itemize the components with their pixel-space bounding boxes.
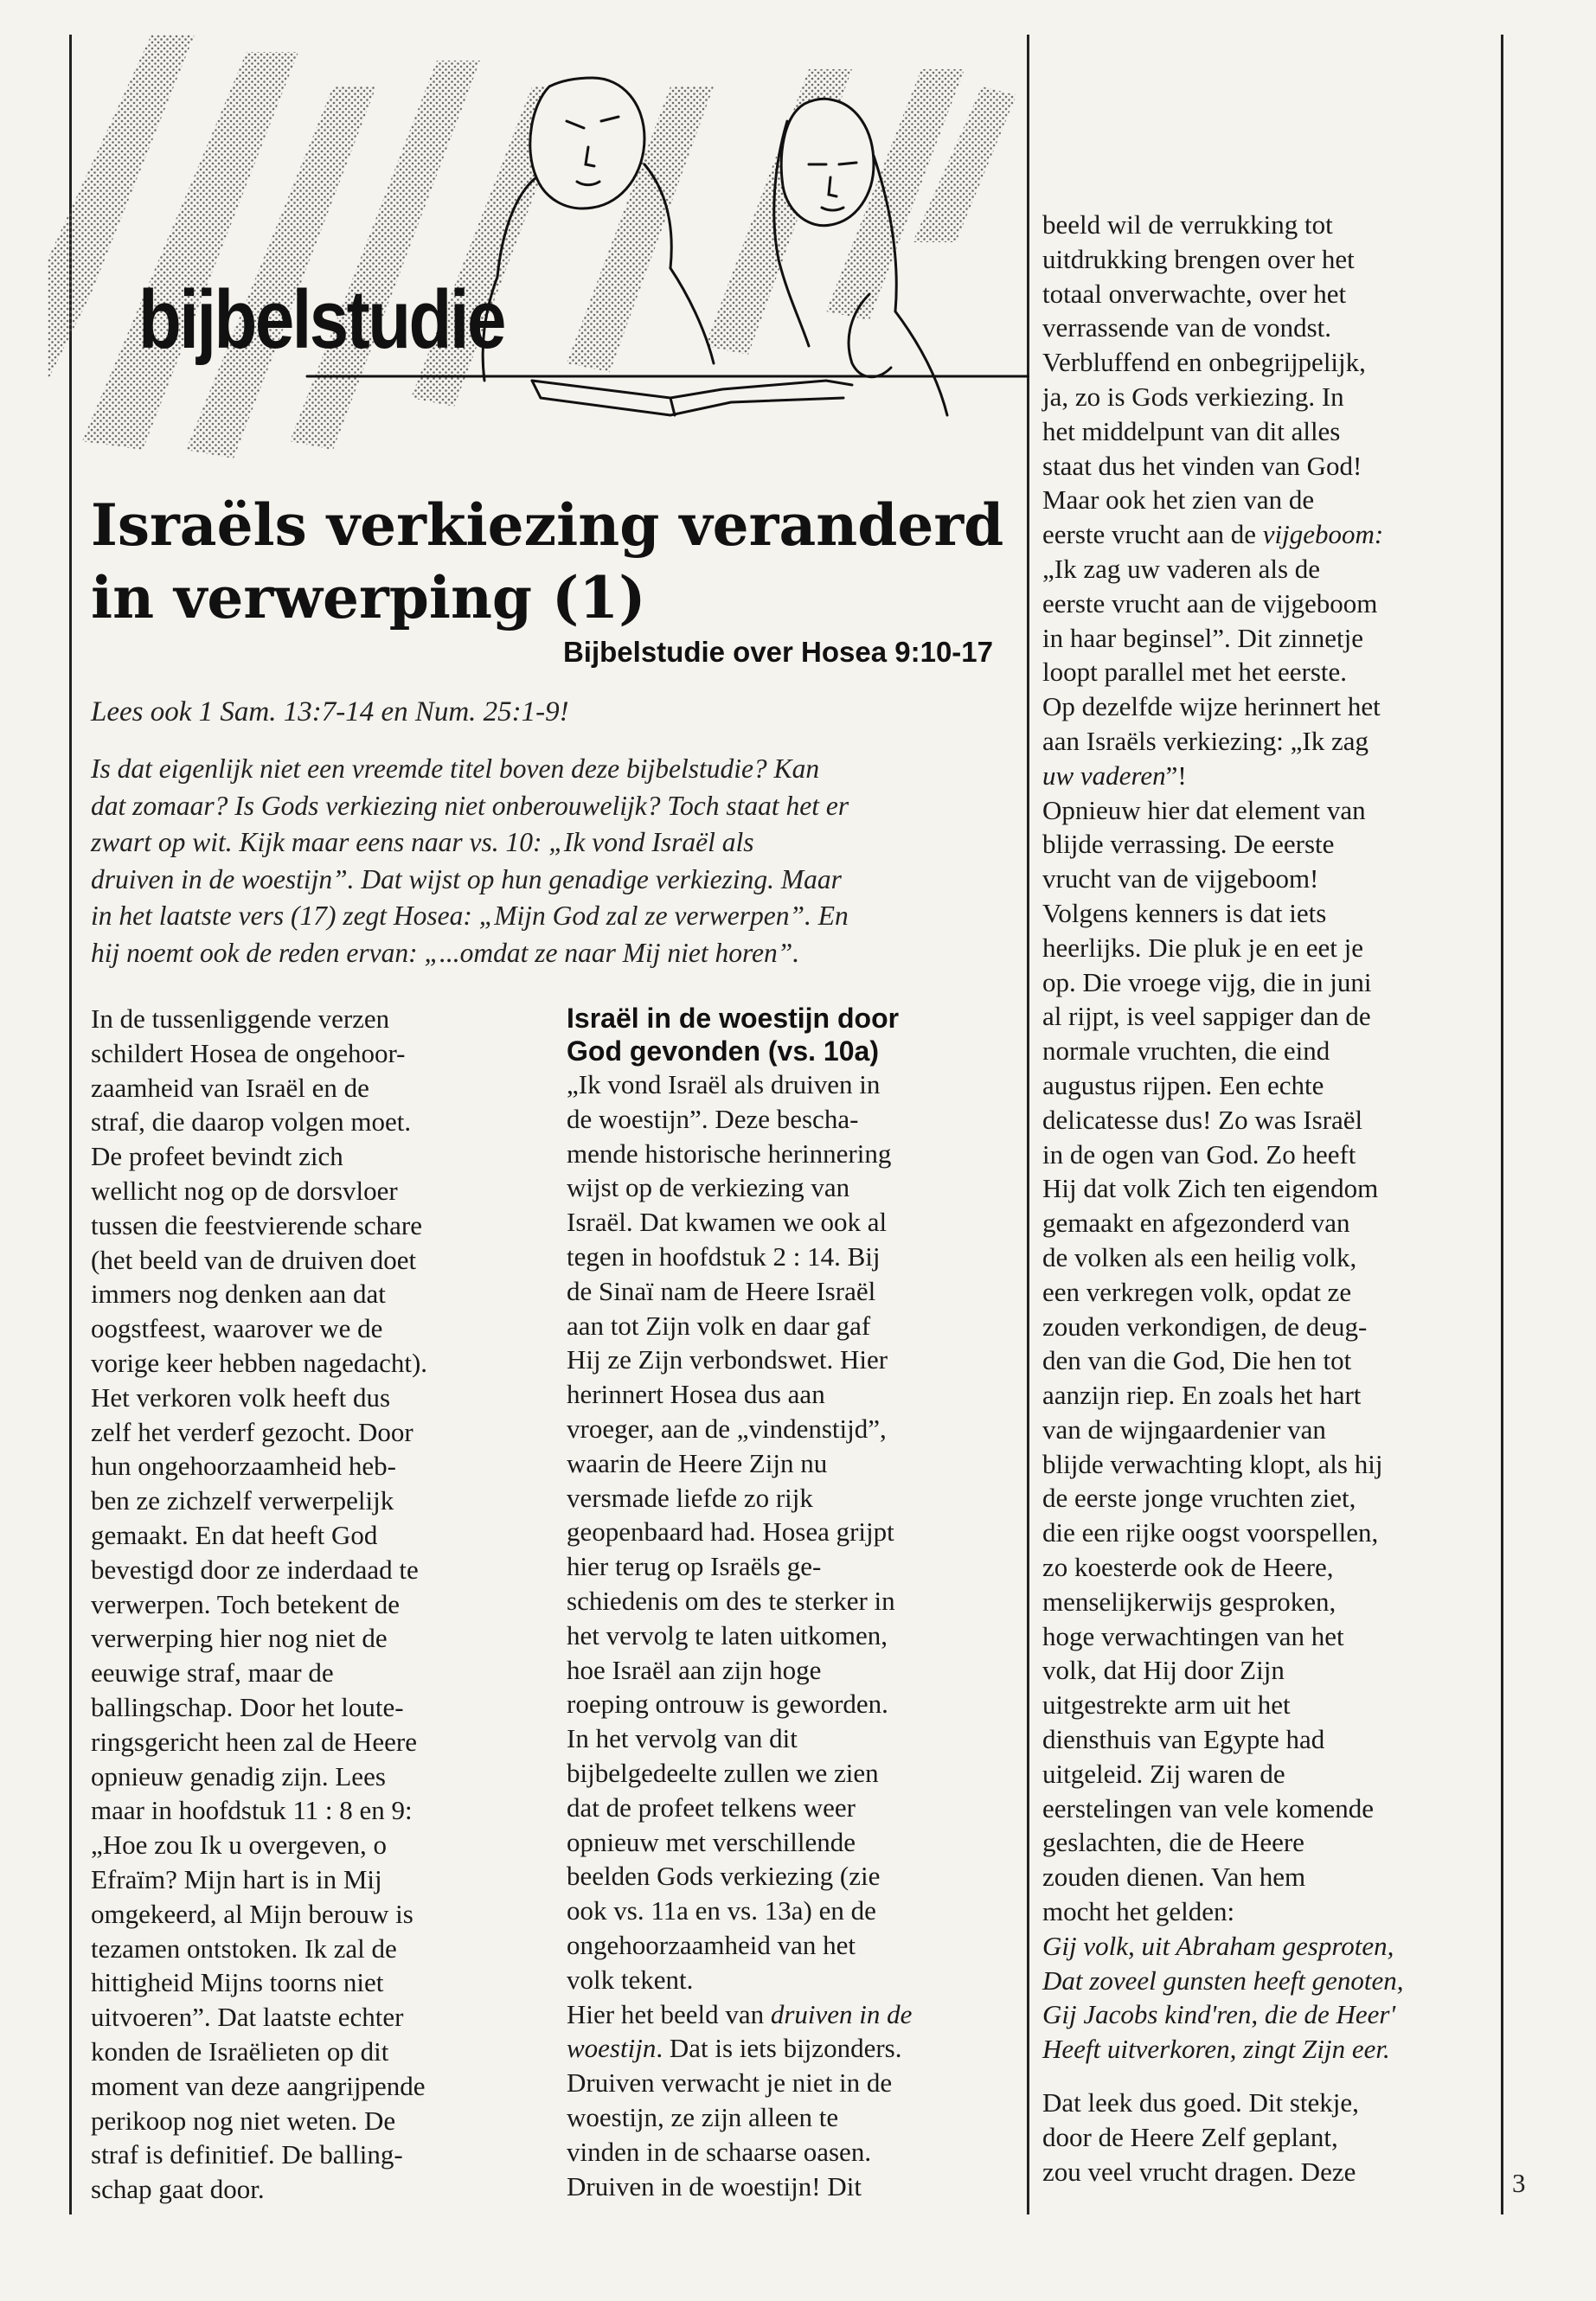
text-line: normale vruchten, die eind — [1042, 1035, 1330, 1067]
text-line: woestijn, ze zijn alleen te — [567, 2101, 839, 2132]
text-line: straf, die daarop volgen moet. — [91, 1106, 412, 1138]
text-line: ballingschap. Door het loute- — [91, 1691, 404, 1722]
text-line: waarin de Heere Zijn nu — [567, 1447, 828, 1478]
text-line: Op dezelfde wijze herinnert het — [1042, 691, 1381, 722]
text-line: „Ik zag uw vaderen als de — [1042, 553, 1321, 584]
text-line: op. Die vroege vijg, die in juni — [1042, 966, 1372, 997]
text-line: zouden dienen. Van hem — [1042, 1862, 1306, 1893]
text-line: schap gaat door. — [91, 2174, 265, 2205]
text-line: Hij dat volk Zich ten eigendom — [1042, 1173, 1379, 1204]
section-heading: Israël in de woestijn door — [567, 1003, 900, 1034]
text-line: zaamheid van Israël en de — [91, 1072, 369, 1103]
article-intro — [91, 751, 1008, 971]
article-title — [91, 489, 1008, 634]
text-line: schiedenis om des te sterker in — [567, 1585, 895, 1616]
body-column-1 — [91, 1002, 523, 2207]
text-line: Maar ook het zien van de — [1042, 484, 1315, 516]
text-line: „Ik vond Israël als druiven in — [567, 1069, 881, 1099]
text-line: herinnert Hosea dus aan — [567, 1379, 825, 1410]
text-line: van de wijngaardenier van — [1042, 1413, 1326, 1445]
text-line: Israël. Dat kwamen we ook al — [567, 1207, 888, 1238]
text-line: blijde verwachting klopt, als hij — [1042, 1448, 1383, 1479]
text-line: de woestijn”. Deze bescha- — [567, 1103, 859, 1134]
text-line: tezamen ontstoken. Ik zal de — [91, 1932, 397, 1964]
text-line: aan Israëls verkiezing: „Ik zag — [1042, 725, 1368, 756]
halftone-stripes — [48, 35, 1016, 458]
text-line-mixed — [1042, 759, 1492, 793]
text-line: zelf het verderf gezocht. Door — [91, 1416, 413, 1447]
text-line: beelden Gods verkiezing (zie — [567, 1861, 881, 1892]
text-line: hoge verwachtingen van het — [1042, 1620, 1344, 1651]
poem-line: Gij volk, uit Abraham gesproten, — [1042, 1930, 1394, 1961]
body-column-2 — [567, 1002, 1008, 2203]
text-line: gemaakt. En dat heeft God — [91, 1519, 378, 1550]
text-line: ben ze zichzelf verwerpelijk — [91, 1485, 394, 1516]
text-line: wellicht nog op de dorsvloer — [91, 1175, 398, 1206]
text-line: Verbluffend en onbegrijpelijk, — [1042, 347, 1366, 378]
text-line: ringsgericht heen zal de Heere — [91, 1726, 417, 1757]
poem-line: Gij Jacobs kind'ren, die de Heer' — [1042, 1999, 1396, 2030]
emphasis-run: druiven in de — [770, 1998, 913, 2029]
text-line: die een rijke oogst voorspellen, — [1042, 1517, 1379, 1548]
text-line: beeld wil de verrukking tot — [1042, 209, 1333, 240]
text-run: Hier het beeld van — [567, 1998, 771, 2029]
text-line: Druiven in de woestijn! Dit — [567, 2170, 862, 2202]
text-line: in de ogen van God. Zo heeft — [1042, 1138, 1356, 1170]
text-line: al rijpt, is veel sappiger dan de — [1042, 1001, 1371, 1032]
text-line: heerlijks. Die pluk je en eet je — [1042, 932, 1364, 963]
intro-line: Is dat eigenlijk niet een vreemde titel boven deze bijbelstudie? Kan — [91, 753, 820, 784]
read-also-reference: Lees ook 1 Sam. 13:7-14 en Num. 25:1-9! — [91, 696, 569, 727]
text-line: volk, dat Hij door Zijn — [1042, 1655, 1285, 1686]
body-column-3 — [1042, 208, 1492, 2189]
text-line: zou veel vrucht dragen. Deze — [1042, 2156, 1356, 2187]
text-line: vinden in de schaarse oasen. — [567, 2136, 872, 2167]
text-line: verwerpen. Toch betekent de — [91, 1588, 401, 1619]
section-banner: bijbelstudie — [138, 273, 504, 366]
poem-line: Dat zoveel gunsten heeft genoten, — [1042, 1965, 1404, 1996]
text-line: Opnieuw hier dat element van — [1042, 794, 1366, 825]
text-line: versmade liefde zo rijk — [567, 1482, 813, 1513]
poem-line: Heeft uitverkoren, zingt Zijn eer. — [1042, 2034, 1390, 2065]
emphasis-run: vijgeboom: — [1262, 519, 1384, 550]
text-line: den van die God, Die hen tot — [1042, 1345, 1352, 1376]
text-line: moment van deze aangrijpende — [91, 2070, 426, 2101]
text-line: zouden verkondigen, de deug- — [1042, 1311, 1368, 1342]
text-line: augustus rijpen. Een echte — [1042, 1069, 1324, 1100]
text-line: het middelpunt van dit alles — [1042, 415, 1341, 446]
text-line: in haar beginsel”. Dit zinnetje — [1042, 622, 1364, 653]
text-line: uitgeleid. Zij waren de — [1042, 1758, 1285, 1789]
text-line: wijst op de verkiezing van — [567, 1172, 850, 1203]
text-line: maar in hoofdstuk 11 : 8 en 9: — [91, 1795, 413, 1826]
emphasis-run: woestijn — [567, 2033, 657, 2064]
text-line: uitgestrekte arm uit het — [1042, 1689, 1291, 1721]
text-line: ook vs. 11a en vs. 13a) en de — [567, 1895, 876, 1926]
text-line: Hij ze Zijn verbondswet. Hier — [567, 1344, 888, 1375]
text-line: eerstelingen van vele komende — [1042, 1792, 1375, 1823]
text-line: uitdrukking brengen over het — [1042, 243, 1355, 274]
text-line: geopenbaard had. Hosea grijpt — [567, 1516, 894, 1548]
text-line: opnieuw genadig zijn. Lees — [91, 1760, 386, 1791]
text-line: immers nog denken aan dat — [91, 1279, 386, 1310]
text-line: (het beeld van de druiven doet — [91, 1244, 417, 1275]
text-line: loopt parallel met het eerste. — [1042, 657, 1348, 688]
section-heading: God gevonden (vs. 10a) — [567, 1035, 879, 1067]
text-line: tussen die feestvierende schare — [91, 1209, 423, 1240]
text-line: de eerste jonge vruchten ziet, — [1042, 1483, 1356, 1514]
text-line: roeping ontrouw is geworden. — [567, 1689, 888, 1720]
title-line: in verwerping (1) — [91, 564, 646, 631]
text-line: In het vervolg van dit — [567, 1723, 798, 1754]
intro-line: zwart op wit. Kijk maar eens naar vs. 10: „Ik vond Israël als — [91, 827, 754, 857]
text-line: „Hoe zou Ik u overgeven, o — [91, 1830, 388, 1861]
text-line: volk tekent. — [567, 1964, 694, 1995]
text-line: mende historische herinnering — [567, 1138, 892, 1169]
text-line: In de tussenliggende verzen — [91, 1003, 390, 1034]
text-line: Druiven verwacht je niet in de — [567, 2067, 893, 2099]
text-line: totaal onverwachte, over het — [1042, 278, 1347, 309]
text-line: ongehoorzaamheid van het — [567, 1929, 856, 1960]
text-line: verrassende van de vondst. — [1042, 312, 1332, 343]
text-line: menselijkerwijs gesproken, — [1042, 1586, 1336, 1617]
text-run: ”! — [1165, 760, 1187, 791]
right-column-rule — [1501, 35, 1503, 2214]
text-line: gemaakt en afgezonderd van — [1042, 1208, 1350, 1239]
intro-line: hij noemt ook de reden ervan: „...omdat ze naar Mij niet horen”. — [91, 937, 800, 968]
paragraph-gap — [1042, 2067, 1492, 2086]
text-run: . Dat is iets bijzonders. — [656, 2033, 902, 2064]
text-line: vorige keer hebben nagedacht). — [91, 1347, 428, 1378]
text-line: konden de Israëlieten op dit — [91, 2035, 389, 2067]
text-line: perikoop nog niet weten. De — [91, 2105, 396, 2136]
text-line-mixed — [1042, 517, 1492, 552]
text-line: aan tot Zijn volk en daar gaf — [567, 1310, 871, 1341]
article-subtitle: Bijbelstudie over Hosea 9:10-17 — [562, 636, 993, 668]
text-line: ja, zo is Gods verkiezing. In — [1042, 381, 1344, 412]
text-line: hoe Israël aan zijn hoge — [567, 1654, 822, 1685]
text-line: door de Heere Zelf geplant, — [1042, 2121, 1338, 2152]
text-line: Dat leek dus goed. Dit stekje, — [1042, 2087, 1359, 2118]
text-line: het vervolg te laten uitkomen, — [567, 1619, 888, 1650]
text-line: straf is definitief. De balling- — [91, 2139, 403, 2170]
text-line: dat de profeet telkens weer — [567, 1791, 856, 1823]
text-line: geslachten, die de Heere — [1042, 1827, 1304, 1858]
text-line: zo koesterde ook de Heere, — [1042, 1552, 1334, 1583]
text-line: bevestigd door ze inderdaad te — [91, 1554, 419, 1585]
title-line: Israëls verkiezing veranderd — [91, 491, 1004, 559]
intro-line: druiven in de woestijn”. Dat wijst op hun genadige verkiezing. Maar — [91, 863, 842, 894]
text-line: een verkregen volk, opdat ze — [1042, 1276, 1352, 1307]
text-line: hier terug op Israëls ge- — [567, 1551, 822, 1582]
text-line-mixed — [567, 2031, 1008, 2066]
text-line: de Sinaï nam de Heere Israël — [567, 1275, 876, 1306]
text-line: bijbelgedeelte zullen we zien — [567, 1757, 879, 1788]
text-line: schildert Hosea de ongehoor- — [91, 1037, 406, 1068]
text-line: Het verkoren volk heeft dus — [91, 1381, 391, 1413]
intro-line: in het laatste vers (17) zegt Hosea: „Mijn God zal ze verwerpen”. En — [91, 901, 849, 931]
text-line: eeuwige straf, maar de — [91, 1657, 334, 1689]
emphasis-run: uw vaderen — [1042, 760, 1166, 791]
text-line: staat dus het vinden van God! — [1042, 450, 1362, 481]
text-line: verwerping hier nog niet de — [91, 1623, 388, 1654]
text-line: aanzijn riep. En zoals het hart — [1042, 1380, 1362, 1411]
text-line: vrucht van de vijgeboom! — [1042, 863, 1319, 894]
text-line: delicatesse dus! Zo was Israël — [1042, 1104, 1363, 1135]
intro-line: dat zomaar? Is Gods verkiezing niet onberouwelijk? Toch staat het er — [91, 790, 849, 821]
text-line: de volken als een heilig volk, — [1042, 1241, 1357, 1272]
text-line: uitvoeren”. Dat laatste echter — [91, 2002, 404, 2033]
text-line: oogstfeest, waarover we de — [91, 1313, 383, 1344]
page-number: 3 — [1512, 2168, 1526, 2198]
text-line: eerste vrucht aan de vijgeboom — [1042, 587, 1378, 619]
bible-study-illustration — [48, 35, 1029, 484]
text-line: diensthuis van Egypte had — [1042, 1724, 1325, 1755]
text-run: eerste vrucht aan de — [1042, 519, 1263, 550]
text-line-mixed — [567, 1997, 1008, 2032]
text-line: vroeger, aan de „vindenstijd”, — [567, 1413, 887, 1444]
text-line: Efraïm? Mijn hart is in Mij — [91, 1863, 382, 1894]
text-line: omgekeerd, al Mijn berouw is — [91, 1898, 413, 1929]
text-line: opnieuw met verschillende — [567, 1826, 856, 1857]
text-line: hittigheid Mijns toorns niet — [91, 1967, 384, 1998]
text-line: Volgens kenners is dat iets — [1042, 897, 1327, 928]
text-line: mocht het gelden: — [1042, 1896, 1235, 1927]
text-line: tegen in hoofdstuk 2 : 14. Bij — [567, 1240, 881, 1272]
text-line: De profeet bevindt zich — [91, 1141, 343, 1172]
text-line: hun ongehoorzaamheid heb- — [91, 1451, 396, 1482]
text-line: blijde verrassing. De eerste — [1042, 829, 1335, 860]
